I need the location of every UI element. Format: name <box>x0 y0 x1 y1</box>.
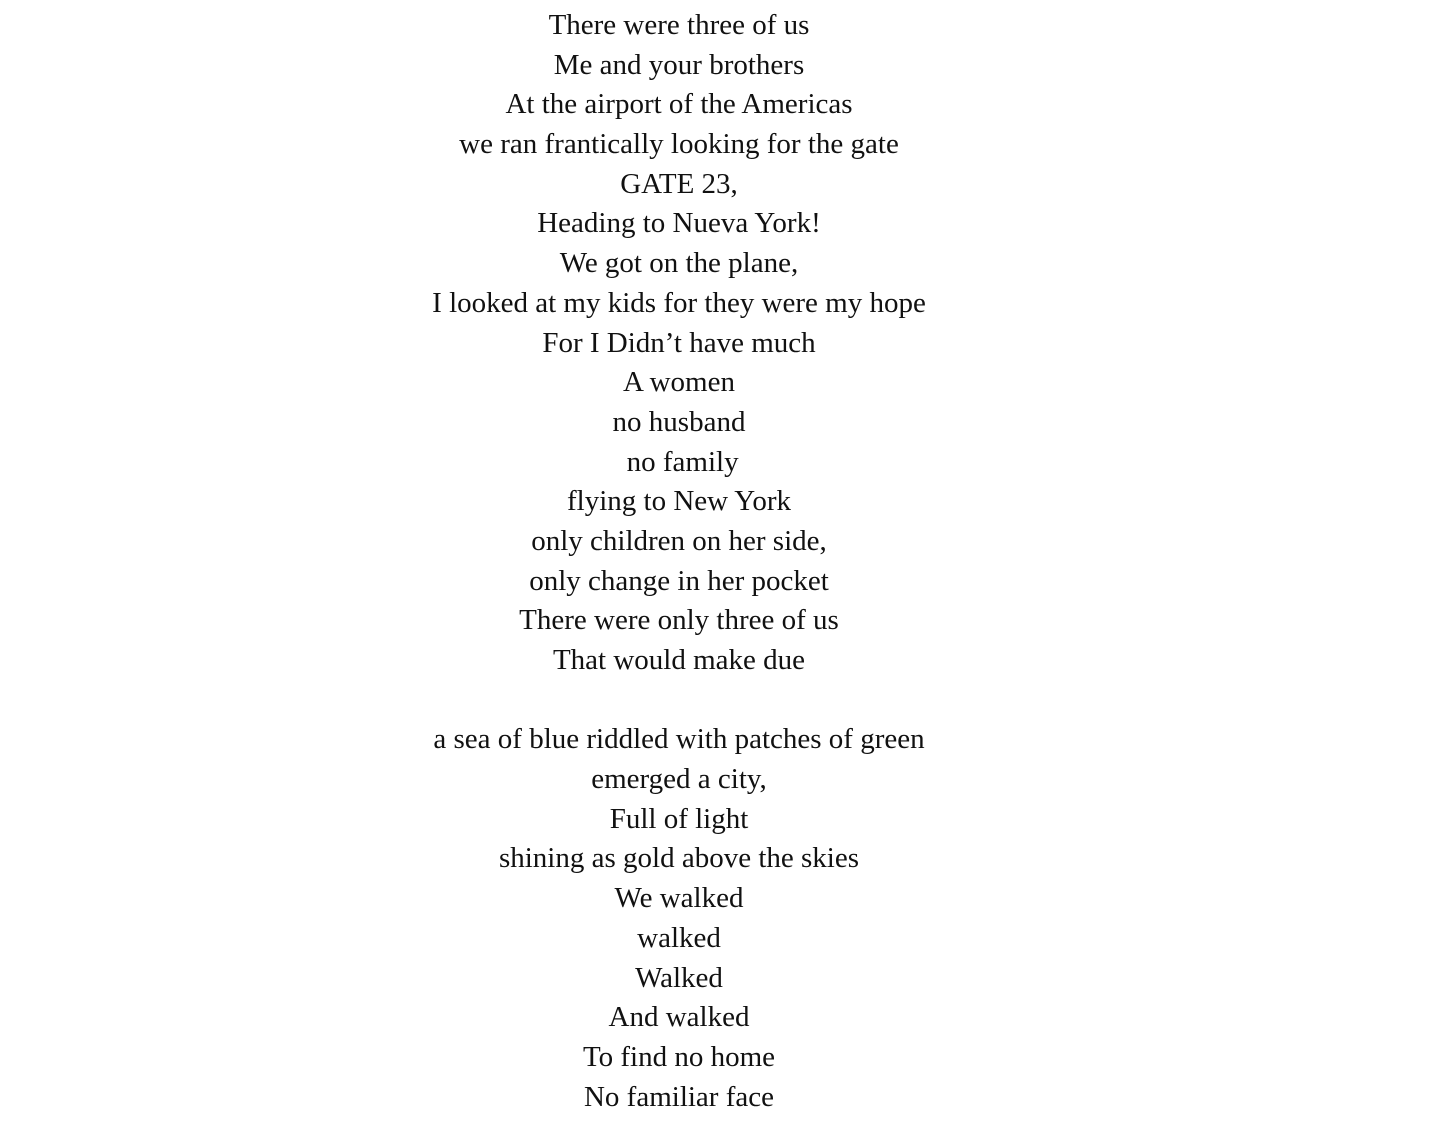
poem-line: We walked <box>614 882 744 915</box>
poem-line: Heading to Nueva York! <box>537 207 821 240</box>
poem-line: flying to New York <box>567 485 791 518</box>
stanza-2 <box>0 720 1358 1117</box>
poem-line: Full of light <box>609 802 749 835</box>
poem-line: At the airport of the Americas <box>505 88 853 121</box>
poem-line: There were three of us <box>548 9 810 41</box>
poem-line: And walked <box>608 1001 750 1034</box>
poem-line: walked <box>637 921 721 954</box>
poem <box>0 6 1358 1117</box>
poem-line: a sea of blue riddled with patches of green <box>433 723 925 756</box>
poem-line: No familiar face <box>583 1080 774 1113</box>
poem-line: For I Didn’t have much <box>542 326 816 359</box>
stanza-1 <box>0 6 1358 681</box>
poem-line: shining as gold above the skies <box>498 842 860 875</box>
poem-line: A women <box>623 366 735 399</box>
poem-line: Me and your brothers <box>553 48 805 81</box>
poem-line: we ran frantically looking for the gate <box>459 128 899 161</box>
poem-line: no husband <box>612 405 746 438</box>
poem-line: no family <box>619 445 739 478</box>
stanza-break <box>0 681 1358 721</box>
poem-line: There were only three of us <box>519 604 839 637</box>
poem-line: Walked <box>635 961 723 994</box>
poem-line: only change in her pocket <box>529 564 829 597</box>
poem-line: That would make due <box>552 644 806 676</box>
poem-line: I looked at my kids for they were my hope <box>432 286 926 319</box>
poem-line: To find no home <box>582 1040 776 1073</box>
poem-line: GATE 23, <box>620 167 738 200</box>
poem-line: only children on her side, <box>531 524 827 557</box>
poem-line: emerged a city, <box>591 763 767 796</box>
poem-line: We got on the plane, <box>559 247 799 280</box>
